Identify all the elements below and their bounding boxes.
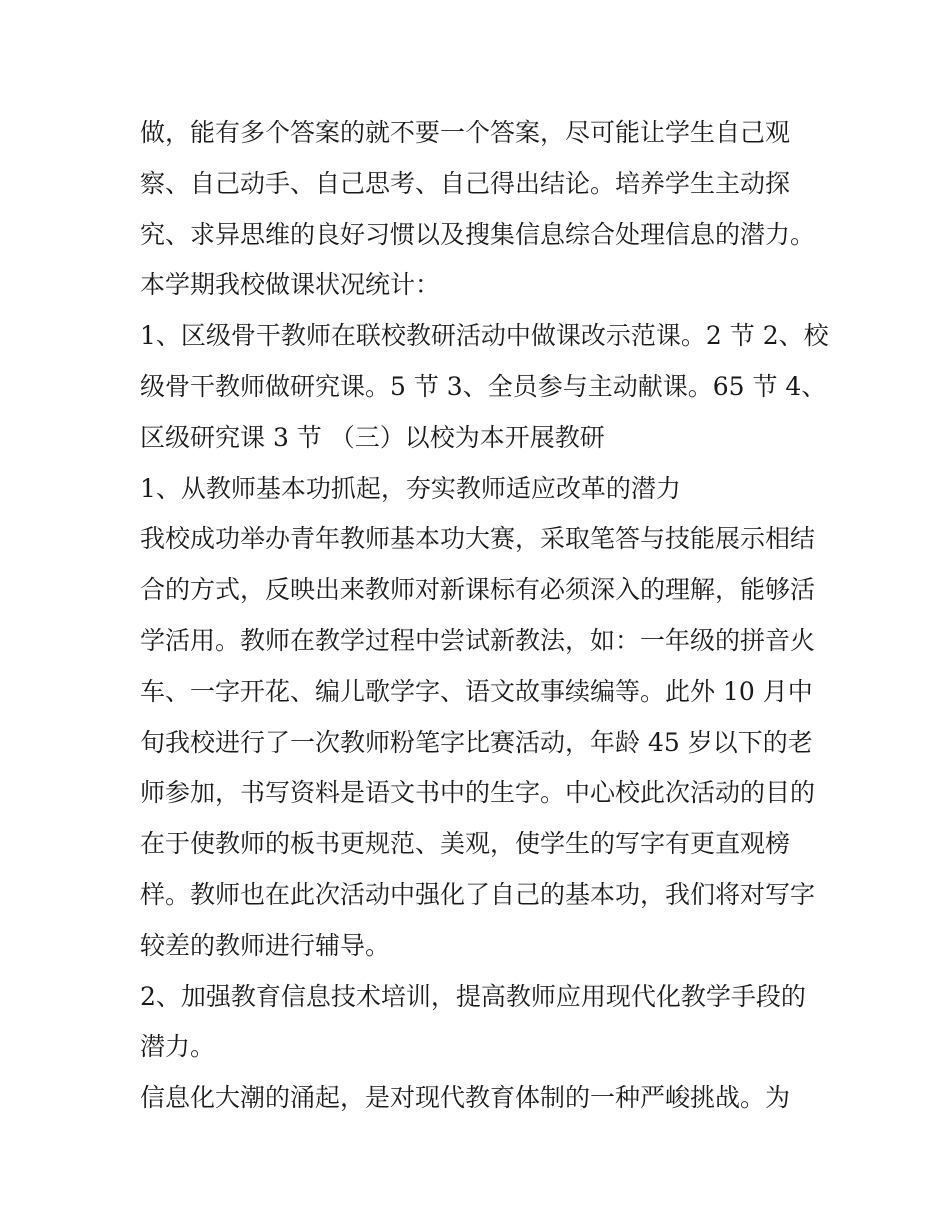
text-line: 区级研究课 3 节 （三）以校为本开展教研 <box>140 422 605 452</box>
text-line: 级骨干教师做研究课。5 节 3、全员参与主动献课。65 节 4、 <box>140 371 827 401</box>
text-line: 1、从教师基本功抓起，夯实教师适应改革的潜力 <box>140 473 681 503</box>
text-line: 在于使教师的板书更规范、美观，使学生的写字有更直观榜 <box>140 829 791 859</box>
text-line: 1、区级骨干教师在联校教研活动中做课改示范课。2 节 2、校 <box>140 321 829 351</box>
text-line: 合的方式，反映出来教师对新课标有必须深入的理解，能够活 <box>140 575 816 605</box>
text-line: 潜力。 <box>140 1032 216 1062</box>
text-line: 察、自己动手、自己思考、自己得出结论。培养学生主动探 <box>140 168 791 198</box>
text-line: 样。教师也在此次活动中强化了自己的基本功，我们将对写字 <box>140 879 816 909</box>
text-line: 学活用。教师在教学过程中尝试新教法，如：一年级的拼音火 <box>140 625 816 655</box>
text-line: 做，能有多个答案的就不要一个答案，尽可能让学生自己观 <box>140 118 791 147</box>
text-line: 车、一字开花、编儿歌学字、语文故事续编等。此外 10 月中 <box>140 676 813 706</box>
text-line: 究、求异思维的良好习惯以及搜集信息综合处理信息的潜力。 <box>140 219 816 249</box>
text-line: 较差的教师进行辅导。 <box>140 930 391 960</box>
text-line: 师参加，书写资料是语文书中的生字。中心校此次活动的目的 <box>140 778 816 808</box>
text-line: 旬我校进行了一次教师粉笔字比赛活动，年龄 45 岁以下的老 <box>140 727 813 757</box>
document-body <box>140 108 830 1124</box>
text-line: 我校成功举办青年教师基本功大赛，采取笔答与技能展示相结 <box>140 524 816 554</box>
text-line: 信息化大潮的涌起，是对现代教育体制的一种严峻挑战。为 <box>140 1083 791 1113</box>
text-line: 本学期我校做课状况统计： <box>140 270 441 300</box>
text-line: 2、加强教育信息技术培训，提高教师应用现代化教学手段的 <box>140 981 806 1011</box>
